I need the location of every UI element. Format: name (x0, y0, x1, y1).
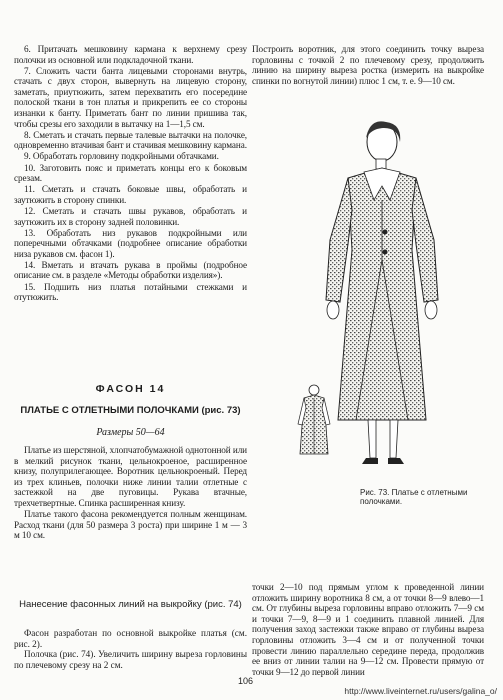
paragraph: Фасон разработан по основной выкройке платья (см. рис. 2). (14, 628, 247, 649)
paragraph: точки 2—10 под прямым углом к проведенной линии отложить ширину воротника 8 см, а от точки 8—9 влево—1 см. От глубины выреза горловины вправо отложить 7—9 см и точки 7—9, 8—9 и 1 соединить плавной линией. Для получения заход застежки также вправо от глубины выреза горловины отложить 3—4 см и от полученной точки провести линию параллельно середине переда, продолжив ее вниз от линии талии на 9—12 см. Провести прямую от точки 9—12 до первой линии (252, 582, 484, 677)
right-column-top (252, 44, 484, 87)
left-column-instructions (14, 44, 247, 303)
dress-description (14, 445, 247, 541)
paragraph: 14. Вметать и втачать рукава в проймы (подробное описание см. в разделе «Методы обработки изделия»). (14, 259, 247, 281)
paragraph: 11. Сметать и стачать боковые швы, обработать и заутюжить в сторону спинки. (14, 184, 247, 205)
paragraph: 15. Подшить низ платья потайными стежками и отутюжить. (14, 281, 247, 303)
figure-caption: Рис. 73. Платье с отлетными полочками. (360, 488, 468, 506)
paragraph: 8. Сметать и стачать первые талевые вытачки на полочке, одновременно втачивая бант и стачивая мешковину кармана. (14, 129, 247, 151)
back-view-icon (294, 384, 334, 464)
paragraph: Полочка (рис. 74). Увеличить ширину выреза горловины по плечевому срезу на 2 см. (14, 649, 247, 670)
paragraph: 12. Сметать и стачать швы рукавов, обработать и заутюжить их в сторону задней половинки. (14, 205, 247, 227)
paragraph: 6. Притачать мешковину кармана к верхнему срезу полочки из основной или подкладочной ткани. (14, 44, 247, 65)
fason-heading: ФАСОН 14 (95, 383, 166, 395)
right-column-bottom (252, 582, 484, 678)
paragraph: Платье такого фасона рекомендуется полным женщинам. Расход ткани (для 50 размера 3 роста) при ширине 1 м — 3 м 10 см. (14, 509, 247, 541)
paragraph: 10. Заготовить пояс и приметать концы его к боковым срезам. (14, 162, 247, 184)
paragraph: Построить воротник, для этого соединить точку выреза горловины с точкой 2 по плечевому срезу, продолжить линию на ширину выреза ростка (измерить на выкройке спинки по вогнутой линии) плюс 1 см, т. е. 9—10 см. (252, 44, 484, 86)
paragraph: 7. Сложить части банта лицевыми сторонами внутрь, стачать с двух сторон, вывернуть на лицевую сторону, заметать, приутюжить, затем перехватить его посередине полоской ткани в тон платья и прикрепить ее со стороны изнанки к банту. Приметать бант по линии пришива так, чтобы срезы его заходили в вытачку на 1—1,5 см. (14, 65, 247, 129)
page-number: 106 (238, 676, 254, 686)
watermark-url: http://www.liveinternet.ru/users/galina_o/ (344, 686, 497, 696)
paragraph: 9. Обработать горловину подкройными обтачками. (24, 151, 219, 162)
section-heading: Нанесение фасонных линий на выкройку (рис. 74) (19, 599, 242, 610)
sizes-subtitle: Размеры 50—64 (96, 427, 165, 438)
paragraph: 13. Обработать низ рукавов подкройными или поперечными обтачками (подробнее описание обработки низа рукавов см. фасон 1). (14, 227, 247, 259)
dress-title: ПЛАТЬЕ С ОТЛЕТНЫМИ ПОЛОЧКАМИ (рис. 73) (20, 405, 241, 416)
left-column-end (14, 628, 247, 670)
paragraph: Платье из шерстяной, хлопчатобумажной однотонной или в мелкий рисунок ткани, цельнокроеное, расширенное книзу, полуприлегающее. Воротник цельнокроеный. Перед из трех клиньев, полочки ниже линии талии отлетные с застежкой на две пуговицы. Рукава втачные, трехчетвертные. Спинка расширенная книзу. (14, 445, 247, 508)
